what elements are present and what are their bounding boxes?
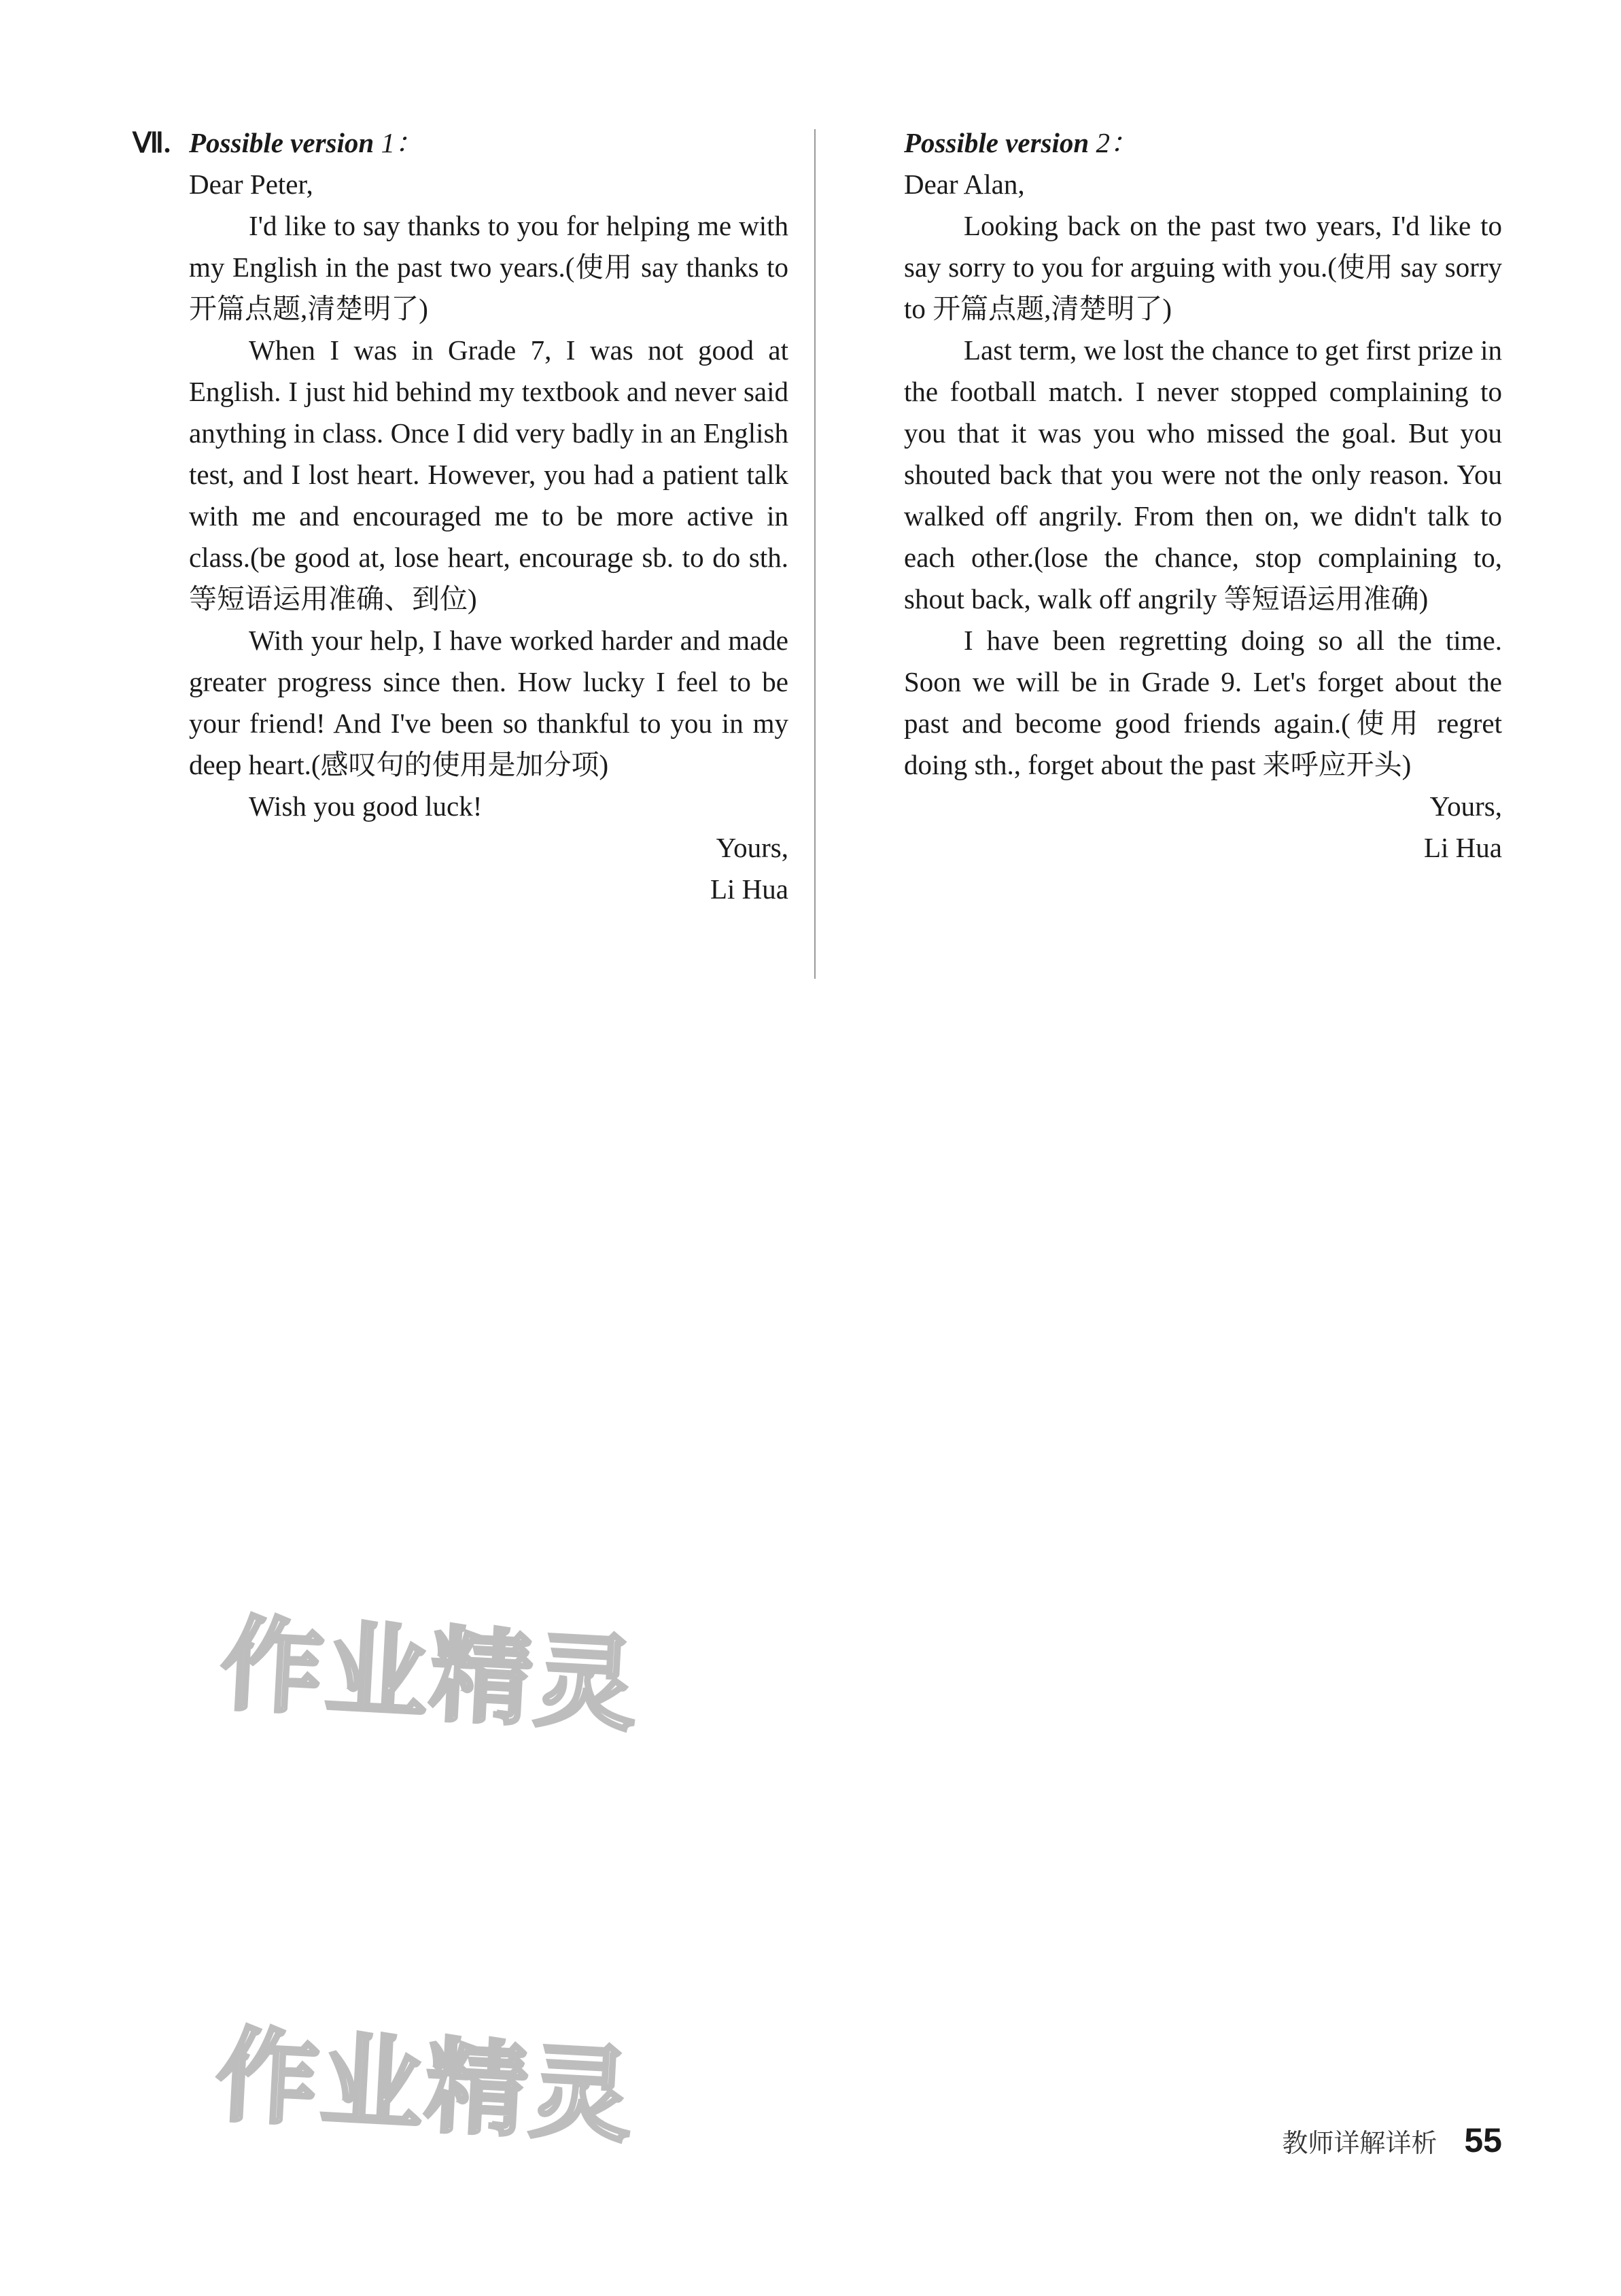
letter-2-paragraph: I have been regretting doing so all the time. Soon we will be in Grade 9. Let's forget about the past and become good friends again.(使用 regret doing sth., forget about the past 来呼应开头) <box>904 625 1502 780</box>
letter-2-closing: Yours, <box>1429 790 1502 822</box>
letter-1-closing: Yours, <box>716 832 788 863</box>
section-number: Ⅶ. <box>133 127 171 158</box>
letter-2-signature: Li Hua <box>1424 832 1502 863</box>
watermark: 作业精灵 <box>213 2016 638 2157</box>
version-2-heading <box>904 122 1502 164</box>
version-1-title: Possible version <box>189 127 374 158</box>
letter-2-paragraph: Last term, we lost the chance to get first prize in the football match. I never stopped complaining to you that it was you who missed the goal. But you shouted back that you were not the only reason. You walked off angrily. From then on, we didn't talk to each other.(lose the chance, stop complaining to, shout back, walk off angrily 等短语运用准确) <box>904 334 1502 614</box>
letter-2-paragraph: Looking back on the past two years, I'd like to say sorry to you for arguing with you.(使用 say sorry to 开篇点题,清楚明了) <box>904 210 1502 324</box>
letter-1 <box>133 164 788 910</box>
letter-1-greeting: Dear Peter, <box>189 169 313 200</box>
letter-1-signature: Li Hua <box>710 873 788 905</box>
page-number: 55 <box>1464 2121 1502 2159</box>
watermark: 作业精灵 <box>217 1605 643 1746</box>
version-1-number: 1： <box>381 127 423 158</box>
left-column <box>133 122 788 910</box>
letter-1-paragraph: When I was in Grade 7, I was not good at English. I just hid behind my textbook and never said anything in class. Once I did very badly in an English test, and I lost heart. However, you had a patient talk with me and encouraged me to be more active in class.(be good at, lose heart, encourage sb. to do sth. 等短语运用准确、到位) <box>189 334 788 614</box>
column-divider <box>814 129 816 979</box>
letter-2-greeting: Dear Alan, <box>904 169 1025 200</box>
footer-label: 教师详解详析 <box>1282 2128 1437 2158</box>
version-1-heading <box>133 122 788 164</box>
page-footer <box>1282 2121 1502 2160</box>
letter-1-paragraph: With your help, I have worked harder and made greater progress since then. How lucky I feel to be your friend! And I've been so thankful to you in my deep heart.(感叹句的使用是加分项) <box>189 625 788 780</box>
letter-1-paragraph: Wish you good luck! <box>249 790 483 822</box>
right-column <box>904 122 1502 869</box>
version-2-title: Possible version <box>904 127 1090 158</box>
letter-1-paragraph: I'd like to say thanks to you for helping me with my English in the past two years.(使用 say thanks to 开篇点题,清楚明了) <box>189 210 788 324</box>
version-2-number: 2： <box>1096 127 1138 158</box>
